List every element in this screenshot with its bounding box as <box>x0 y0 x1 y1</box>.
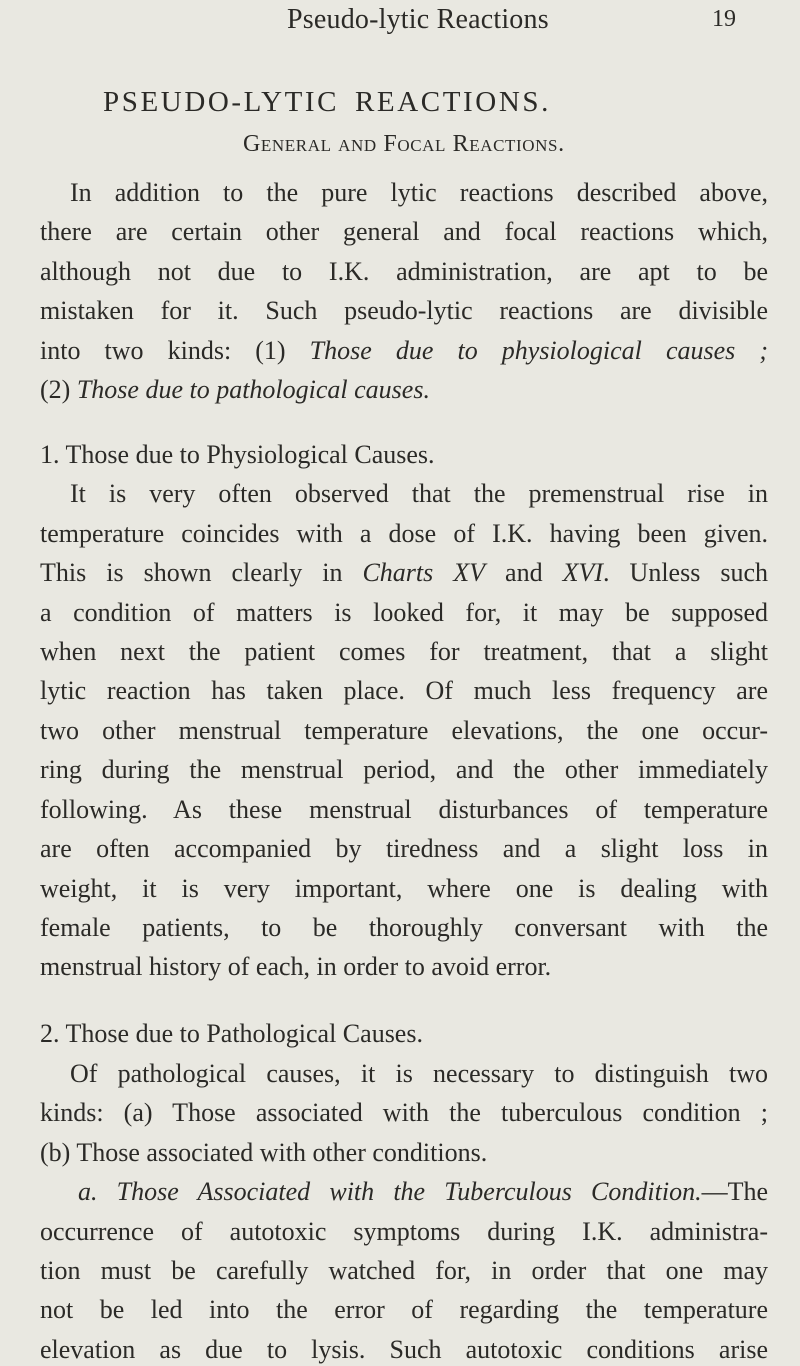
paragraph-line: a condition of matters is looked for, it may be supposed <box>40 598 768 627</box>
section-title: PSEUDO-LYTIC REACTIONS. <box>103 86 551 118</box>
paragraph-line: ring during the menstrual period, and the other immediately <box>40 755 768 784</box>
paragraph-line: not be led into the error of regarding the temperature <box>40 1295 768 1324</box>
section-subtitle: General and Focal Reactions. <box>243 131 565 157</box>
intro-italic-physiological: Those due to physiological causes ; <box>309 336 768 365</box>
subsection-lead-tuberculous: a. Those Associated with the Tuberculous Condition. <box>78 1177 702 1206</box>
paragraph-line-text: and <box>485 558 563 587</box>
paragraph-line: female patients, to be thoroughly conversant with the <box>40 913 768 942</box>
intro-line: In addition to the pure lytic reactions described above, <box>70 178 768 207</box>
paragraph-line <box>40 557 768 589</box>
paragraph-line: (b) Those associated with other conditions. <box>40 1138 488 1167</box>
running-title: Pseudo-lytic Reactions <box>287 4 549 35</box>
subsection-heading-physiological: 1. Those due to Physiological Causes. <box>40 440 435 469</box>
paragraph-line: lytic reaction has taken place. Of much less frequency are <box>40 676 768 705</box>
charts-reference: Charts XV <box>362 558 486 587</box>
intro-italic-pathological: Those due to pathological causes. <box>76 375 430 404</box>
paragraph-line: are often accompanied by tiredness and a slight loss in <box>40 834 768 863</box>
paragraph-line: following. As these menstrual disturbances of temperature <box>40 795 768 824</box>
charts-reference: XVI <box>562 558 604 587</box>
paragraph-line: kinds: (a) Those associated with the tuberculous condition ; <box>40 1098 768 1127</box>
paragraph-line <box>78 1176 768 1208</box>
paragraph-line: Of pathological causes, it is necessary to distinguish two <box>70 1059 768 1088</box>
paragraph-line: when next the patient comes for treatment, that a slight <box>40 637 768 666</box>
intro-line <box>40 335 768 367</box>
paragraph-line-text: This is shown clearly in <box>40 558 363 587</box>
paragraph-line-text: —The <box>701 1177 768 1206</box>
intro-line <box>40 374 768 406</box>
intro-line-text: into two kinds: (1) <box>40 336 310 365</box>
paragraph-line: It is very often observed that the premenstrual rise in <box>70 479 768 508</box>
intro-line: mistaken for it. Such pseudo-lytic reactions are divisible <box>40 296 768 325</box>
paragraph-line: weight, it is very important, where one is dealing with <box>40 874 768 903</box>
paragraph-line: elevation as due to lysis. Such autotoxic conditions arise <box>40 1335 768 1364</box>
page-number: 19 <box>712 6 736 32</box>
intro-line: there are certain other general and focal reactions which, <box>40 217 768 246</box>
subsection-heading-pathological: 2. Those due to Pathological Causes. <box>40 1019 423 1048</box>
paragraph-line: tion must be carefully watched for, in order that one may <box>40 1256 768 1285</box>
paragraph-line: occurrence of autotoxic symptoms during I.K. administra- <box>40 1217 768 1246</box>
intro-line: although not due to I.K. administration, are apt to be <box>40 257 768 286</box>
paragraph-line: temperature coincides with a dose of I.K. having been given. <box>40 519 768 548</box>
running-header <box>0 4 800 44</box>
paragraph-line: menstrual history of each, in order to avoid error. <box>40 952 552 981</box>
paragraph-line: two other menstrual temperature elevations, the one occur- <box>40 716 768 745</box>
intro-line-text: (2) <box>40 375 77 404</box>
paragraph-line-text: . Unless such <box>603 558 768 587</box>
